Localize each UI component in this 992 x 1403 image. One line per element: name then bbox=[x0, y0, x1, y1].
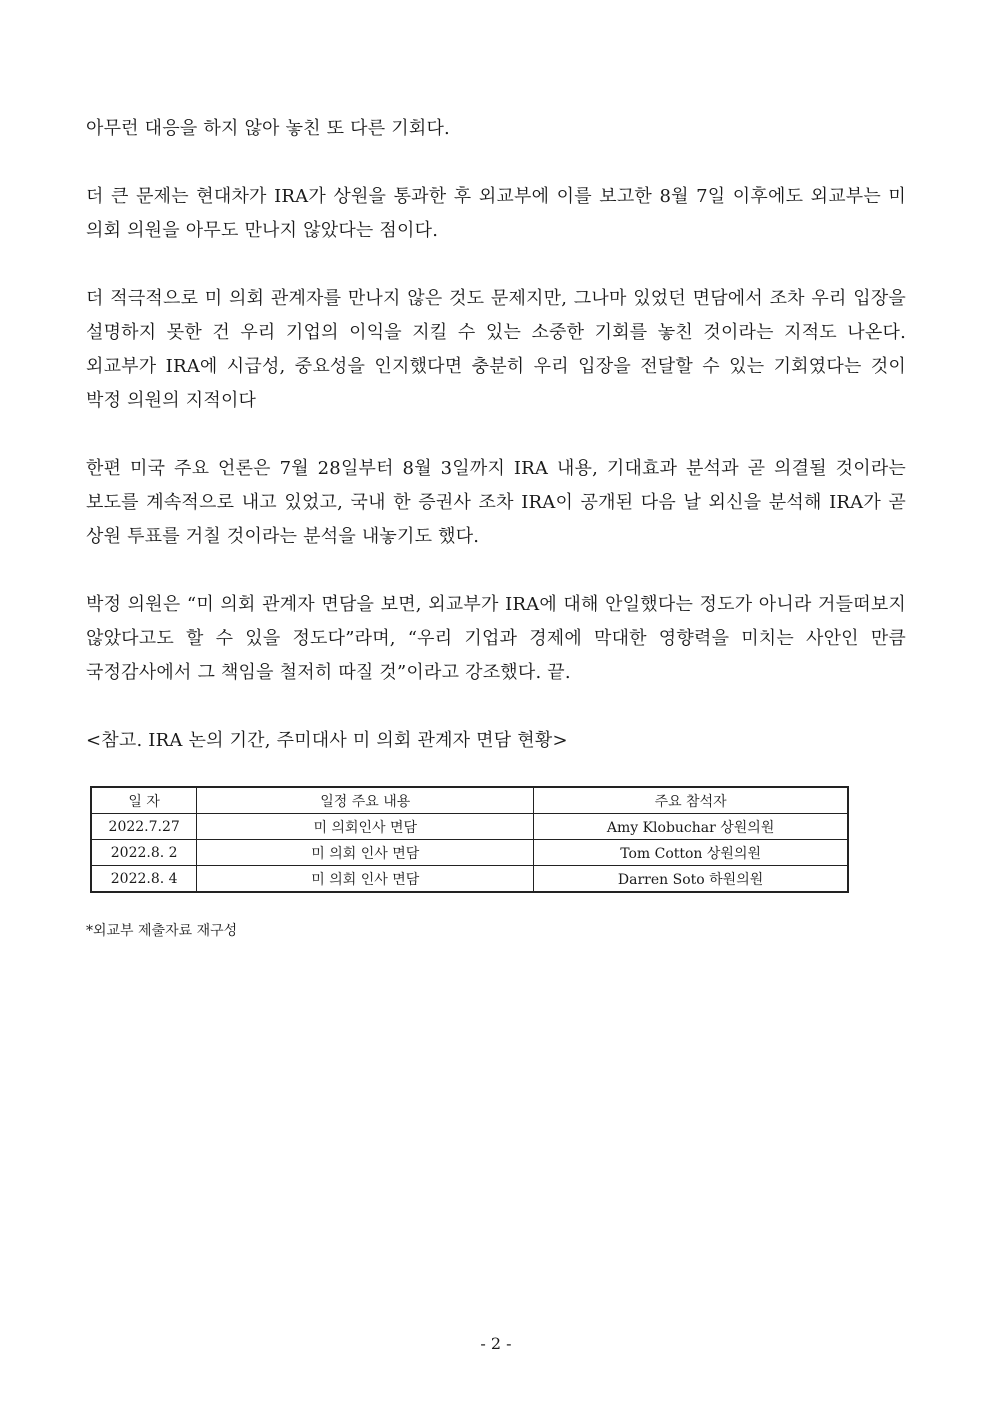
source-note: *외교부 제출자료 재구성 bbox=[86, 923, 238, 939]
cell-schedule: 미 의회인사 면담 bbox=[197, 814, 534, 840]
page-number: - 2 - bbox=[480, 1334, 512, 1353]
table-header-row bbox=[91, 787, 848, 814]
cell-schedule: 미 의회 인사 면담 bbox=[197, 866, 534, 893]
cell-attendee: Amy Klobuchar 상원의원 bbox=[534, 814, 848, 840]
paragraph-missed-opportunity: 아무런 대응을 하지 않아 놓친 또 다른 기회다. bbox=[86, 118, 450, 139]
cell-attendee: Tom Cotton 상원의원 bbox=[534, 840, 848, 866]
table-row bbox=[91, 840, 848, 866]
paragraph-lawmaker-quote: 박정 의원은 “미 의회 관계자 면담을 보면, 외교부가 IRA에 대해 안일했다는 정도가 아니라 거들떠보지 않았다고도 할 수 있을 정도다”라며, “우리 기업과 경제에 막대한 영향력을 미치는 사안인 만큼 국정감사에서 그 책임을 철저히 따질 것”이라고 강조했다. 끝. bbox=[86, 594, 906, 683]
paragraph-bigger-problem: 더 큰 문제는 현대차가 IRA가 상원을 통과한 후 외교부에 이를 보고한 8월 7일 이후에도 외교부는 미 의회 의원을 아무도 만나지 않았다는 점이다. bbox=[86, 186, 906, 241]
cell-attendee: Darren Soto 하원의원 bbox=[534, 866, 848, 893]
header-attendee: 주요 참석자 bbox=[534, 787, 848, 814]
paragraph-us-media: 한편 미국 주요 언론은 7월 28일부터 8월 3일까지 IRA 내용, 기대효과 분석과 곧 의결될 것이라는 보도를 계속적으로 내고 있었고, 국내 한 증권사 조차 IRA이 공개된 다음 날 외신을 분석해 IRA가 곧 상원 투표를 거칠 것이라는 분석을 내놓기도 했다. bbox=[86, 458, 906, 547]
cell-date: 2022.8. 4 bbox=[91, 866, 197, 893]
header-schedule: 일정 주요 내용 bbox=[197, 787, 534, 814]
cell-date: 2022.7.27 bbox=[91, 814, 197, 840]
reference-table-title: <참고. IRA 논의 기간, 주미대사 미 의회 관계자 면담 현황> bbox=[86, 730, 568, 751]
header-date: 일 자 bbox=[91, 787, 197, 814]
meetings-table bbox=[90, 786, 849, 893]
cell-schedule: 미 의회 인사 면담 bbox=[197, 840, 534, 866]
table-row bbox=[91, 866, 848, 893]
paragraph-meeting-criticism: 더 적극적으로 미 의회 관계자를 만나지 않은 것도 문제지만, 그나마 있었던 면담에서 조차 우리 입장을 설명하지 못한 건 우리 기업의 이익을 지킬 수 있는 소중한 기회를 놓친 것이라는 지적도 나온다. 외교부가 IRA에 시급성, 중요성을 인지했다면 충분히 우리 입장을 전달할 수 있는 기회였다는 것이 박정 의원의 지적이다 bbox=[86, 288, 906, 411]
table-row bbox=[91, 814, 848, 840]
cell-date: 2022.8. 2 bbox=[91, 840, 197, 866]
